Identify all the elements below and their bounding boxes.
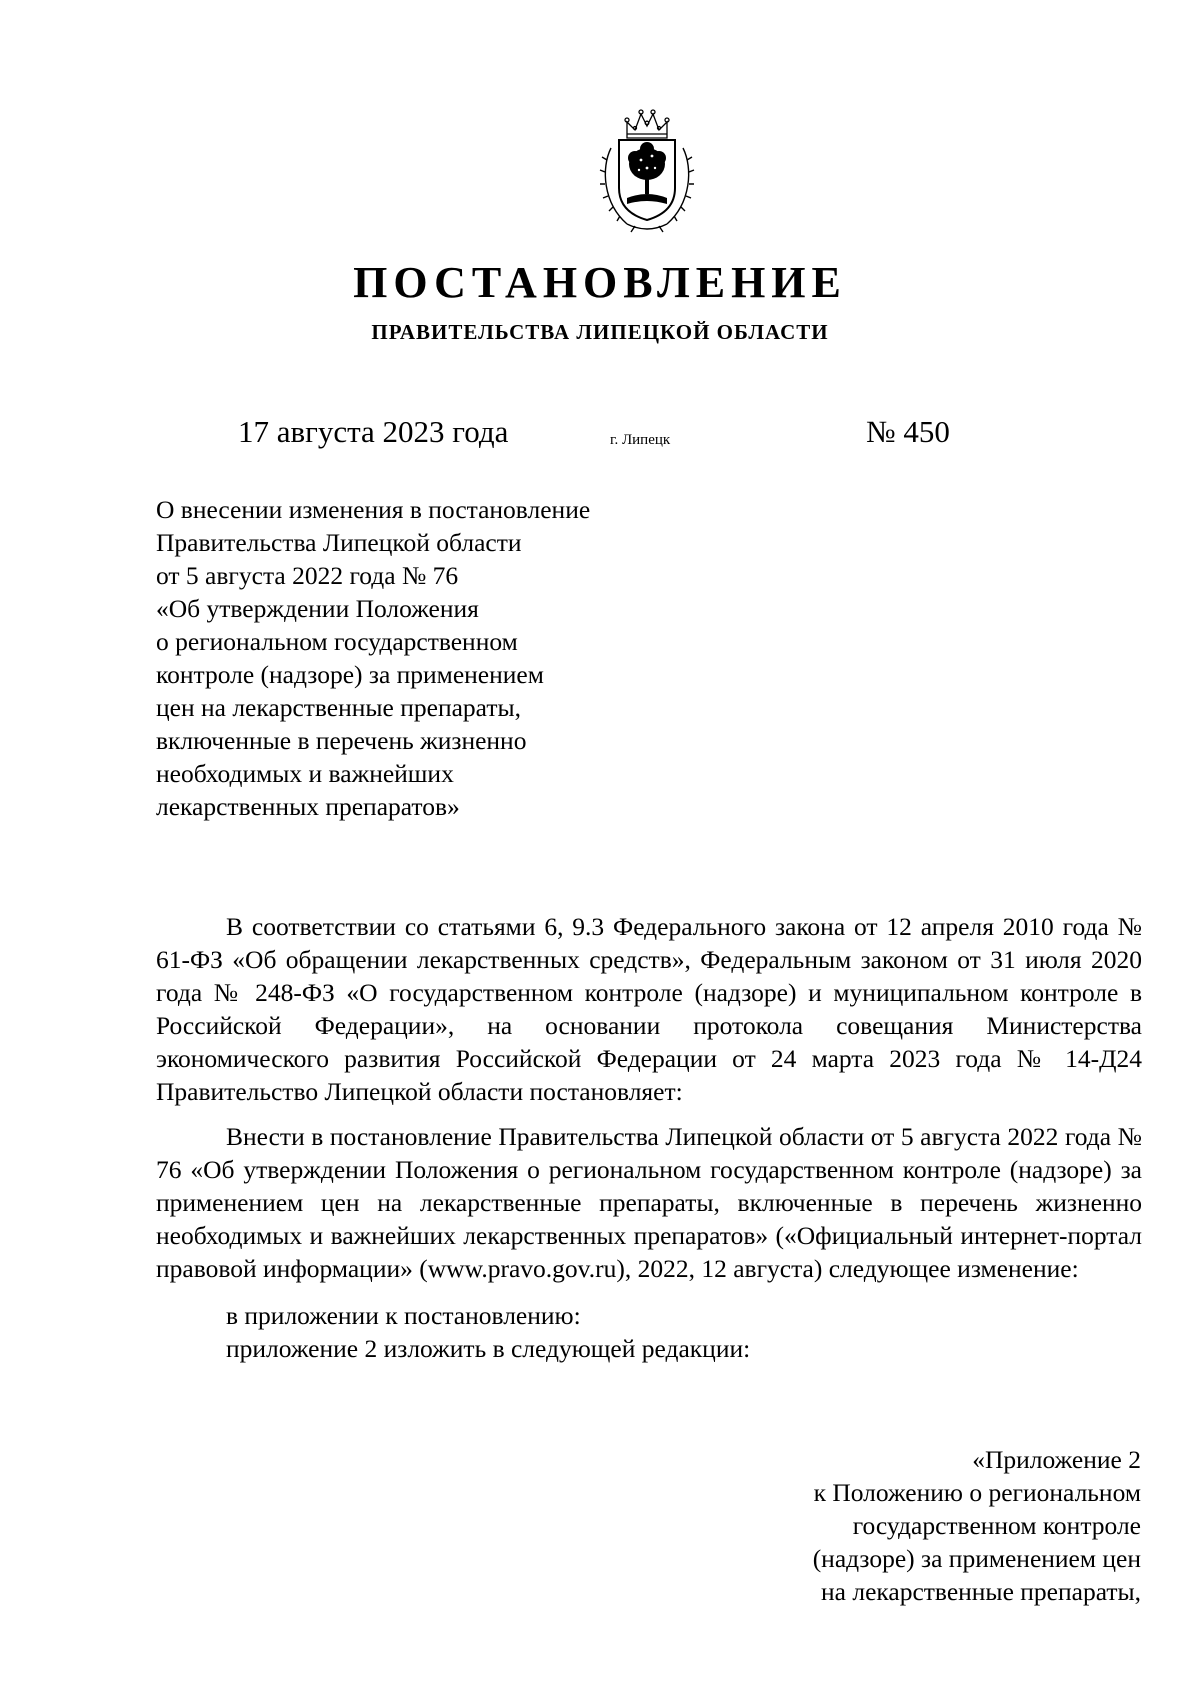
appendix-line: государственном контроле	[852, 1511, 1141, 1540]
document-city: г. Липецк	[610, 432, 671, 448]
appendix-line: к Положению о региональном	[813, 1478, 1141, 1507]
heading-line: Правительства Липецкой области	[156, 528, 522, 557]
document-title: ПОСТАНОВЛЕНИЕ	[353, 258, 847, 307]
appendix-line: (надзоре) за применением цен	[812, 1544, 1141, 1573]
document-number: № 450	[866, 414, 950, 449]
document-subtitle: ПРАВИТЕЛЬСТВА ЛИПЕЦКОЙ ОБЛАСТИ	[371, 320, 829, 344]
heading-line: О внесении изменения в постановление	[156, 495, 591, 524]
heading-line: «Об утверждении Положения	[156, 594, 479, 623]
heading-line: контроле (надзоре) за применением	[156, 660, 544, 689]
document-body	[156, 910, 1142, 1365]
document-heading	[156, 493, 716, 823]
appendix-header	[621, 1443, 1141, 1608]
heading-line: о региональном государственном	[156, 627, 518, 656]
body-paragraph: Внести в постановление Правительства Липецкой области от 5 августа 2022 года № 76 «Об утверждении Положения о региональном государственном контроле (надзоре) за применением цен на лекарственные препараты, включенные в перечень жизненно необходимых и важнейших лекарственных препаратов» («Официальный интернет-портал правовой информации» (www.pravo.gov.ru), 2022, 12 августа) следующее изменение:	[156, 1122, 1142, 1283]
body-instructions	[156, 1299, 1142, 1365]
lipetsk-oblast-coat-of-arms-icon	[597, 108, 697, 236]
body-line: в приложении к постановлению:	[226, 1301, 581, 1330]
heading-line: необходимых и важнейших	[156, 759, 454, 788]
body-paragraph: В соответствии со статьями 6, 9.3 Федерального закона от 12 апреля 2010 года № 61-ФЗ «Об обращении лекарственных средств», Федеральным законом от 31 июля 2020 года № 248-ФЗ «О государственном контроле (надзоре) и муниципальном контроле в Российской Федерации», на основании протокола совещания Министерства экономического развития Российской Федерации от 24 марта 2023 года № 14-Д24 Правительство Липецкой области постановляет:	[156, 912, 1142, 1106]
appendix-line: «Приложение 2	[972, 1445, 1141, 1474]
body-line: приложение 2 изложить в следующей редакции:	[226, 1334, 751, 1363]
heading-line: цен на лекарственные препараты,	[156, 693, 521, 722]
heading-line: от 5 августа 2022 года № 76	[156, 561, 459, 590]
appendix-line: на лекарственные препараты,	[821, 1577, 1141, 1606]
document-date: 17 августа 2023 года	[238, 414, 509, 449]
heading-line: лекарственных препаратов»	[156, 792, 460, 821]
heading-line: включенные в перечень жизненно	[156, 726, 527, 755]
